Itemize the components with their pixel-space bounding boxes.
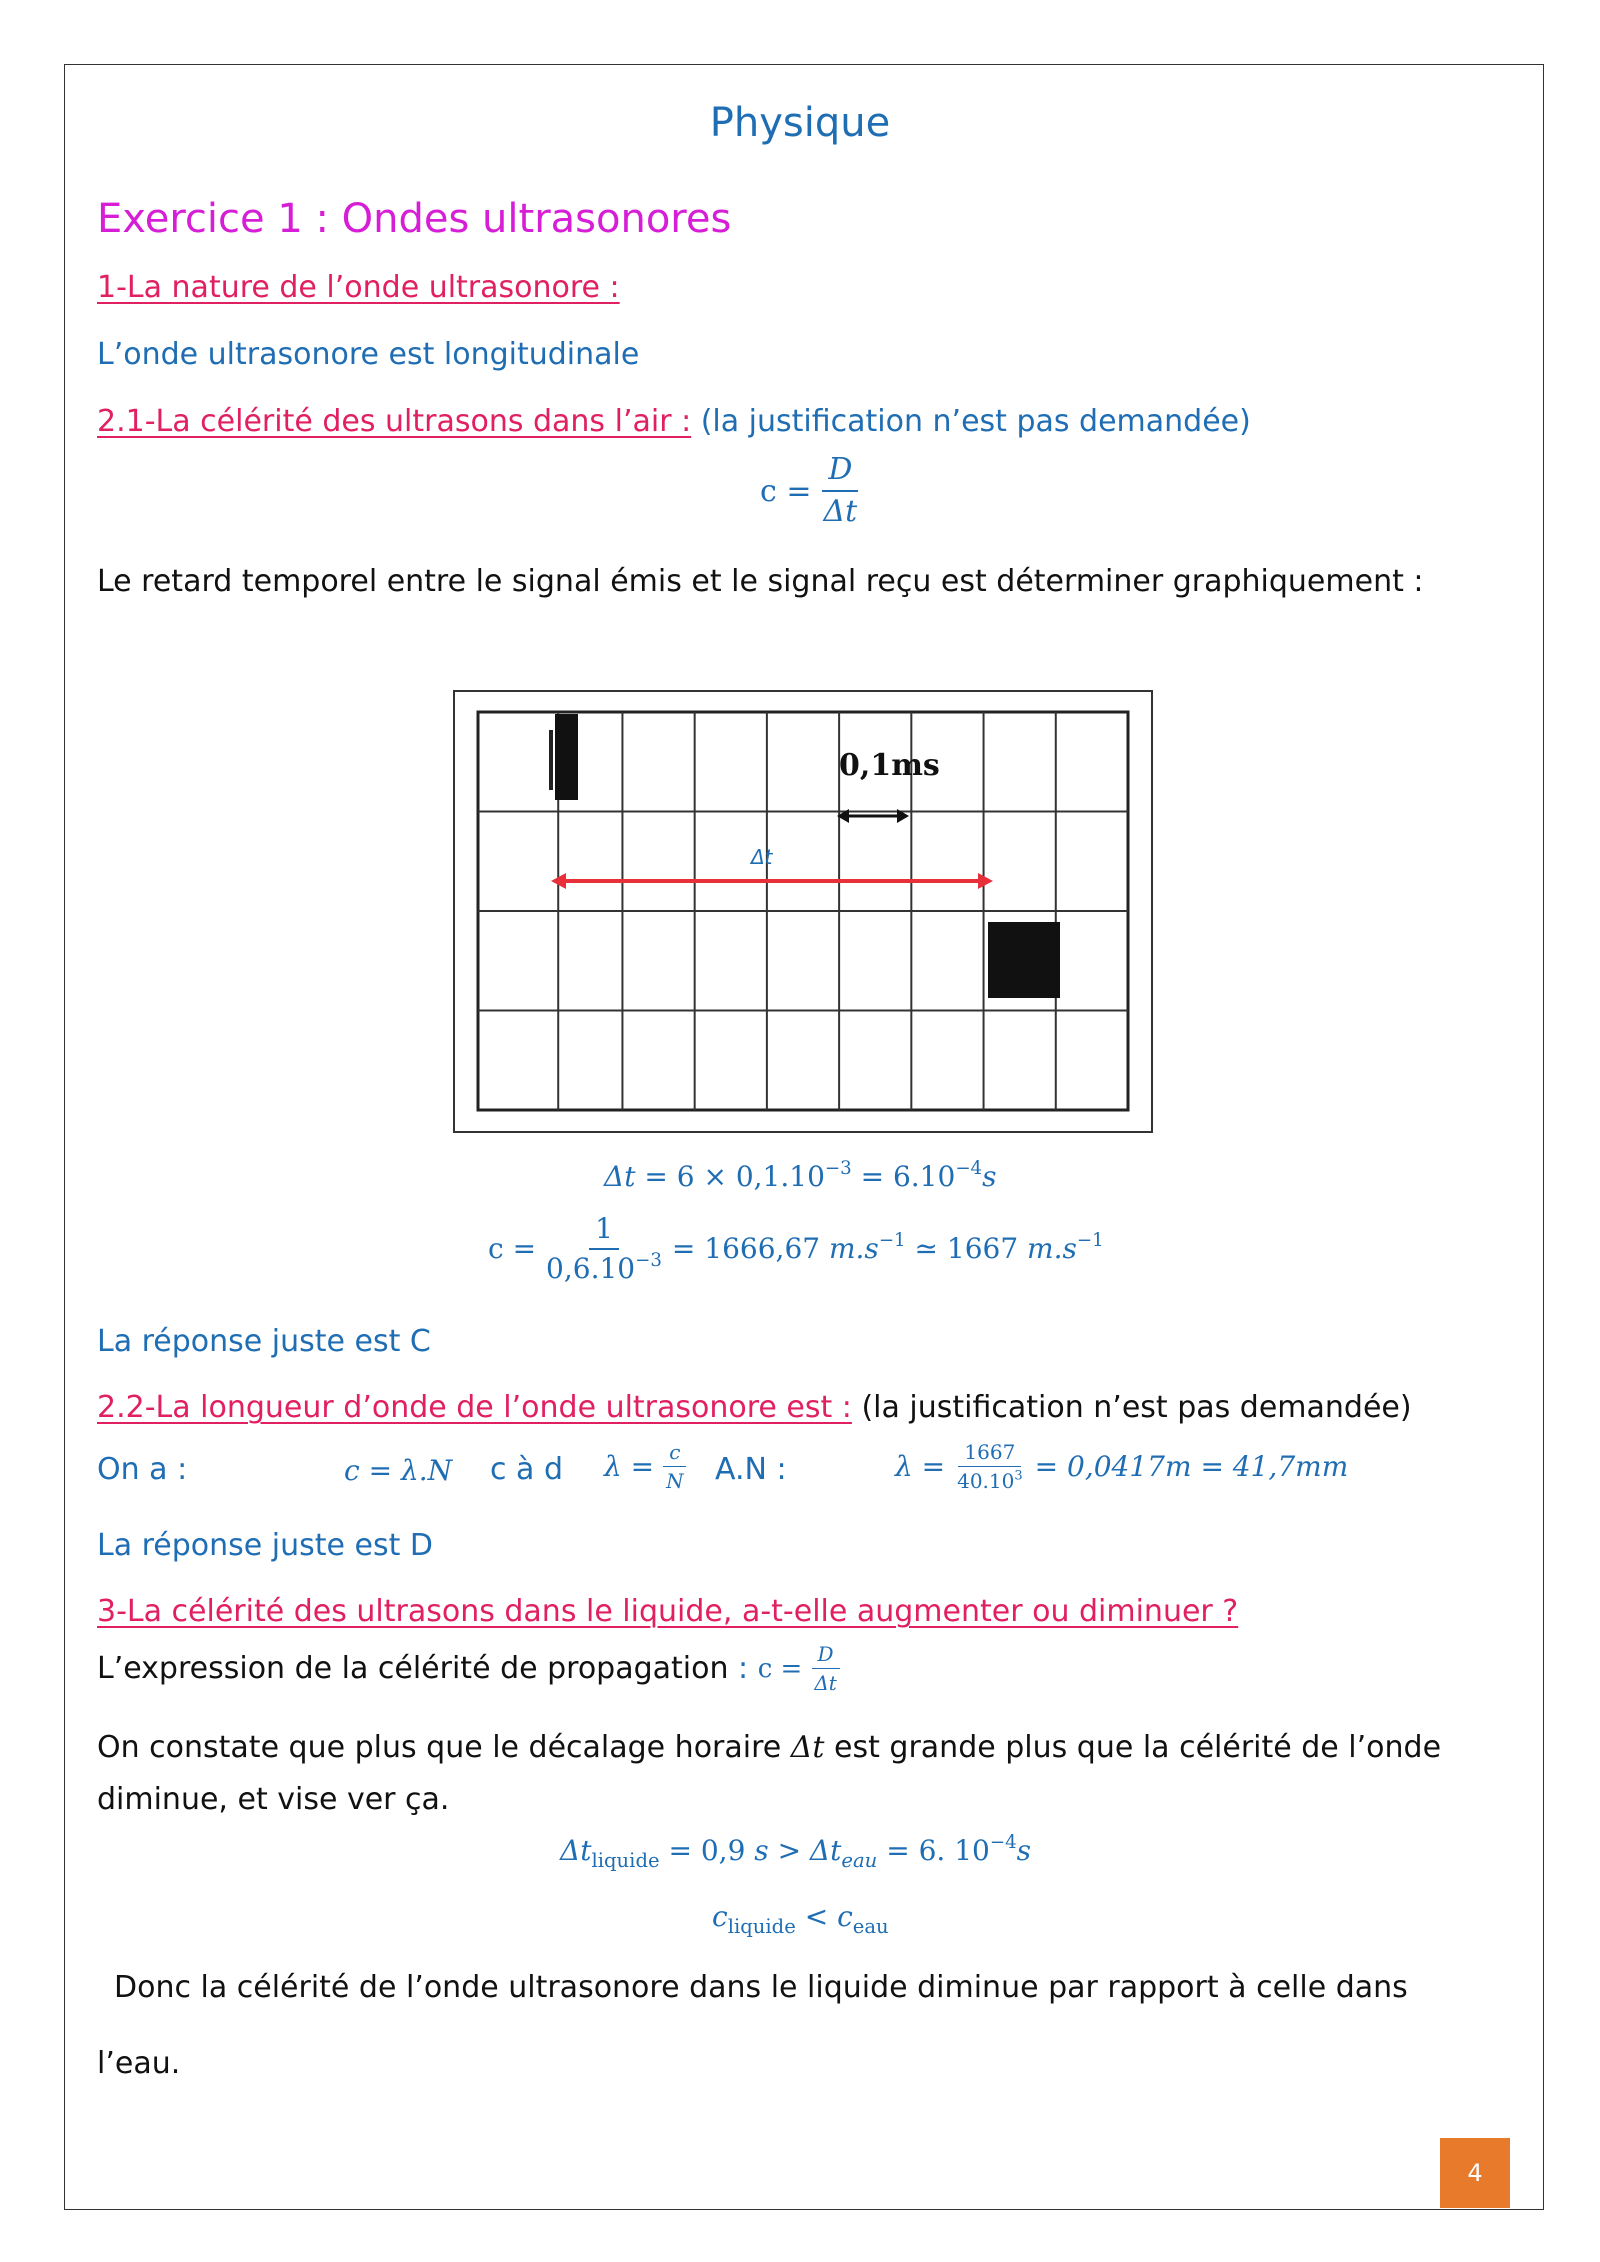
q3-expr-colon: : [728, 1651, 758, 1686]
q3-expr-fraction [808, 1642, 842, 1695]
q3-inequality-2: $c_{liquide} < c_{eau}$ [712, 1900, 889, 1938]
q1-heading: 1-La nature de l’onde ultrasonore : [97, 270, 620, 305]
q3-expr-num: D [812, 1642, 840, 1669]
received-signal [988, 922, 1060, 998]
q22-note: (la justification n’est pas demandée) [861, 1390, 1412, 1425]
an-lhs: λ = [895, 1450, 946, 1483]
q22-heading: 2.2-La longueur d’onde de l’onde ultrasonore est : [97, 1390, 852, 1425]
q3-conclusion-line2: l’eau. [97, 2046, 181, 2081]
delta-t-symbol: Δt [790, 1730, 825, 1765]
q22-on-a: On a : [97, 1452, 188, 1487]
q22-an: A.N : [715, 1452, 787, 1487]
q3-expr-lhs: c = [757, 1653, 803, 1684]
q3-paragraph-line2: diminue, et vise ver ça. [97, 1782, 450, 1817]
eq2-den: $0,6.10^{-3}$ [546, 1249, 662, 1285]
q1-answer: L’onde ultrasonore est longitudinale [97, 337, 640, 372]
eq1-lhs: Δt [604, 1160, 636, 1193]
q21-heading-line [97, 404, 1251, 439]
q3-expression-line [97, 1642, 843, 1695]
q3-heading: 3-La célérité des ultrasons dans le liquide, a-t-elle augmenter ou diminuer ? [97, 1594, 1239, 1629]
delta-t-label: Δt [751, 845, 773, 869]
scale-label: 0,1ms [839, 748, 940, 783]
q21-formula [760, 452, 863, 530]
page-number: 4 [1440, 2138, 1510, 2208]
an-rhs: = 0,0417m = 41,7mm [1034, 1450, 1349, 1483]
eq1-exp2: −4 [955, 1158, 983, 1180]
q21-heading: 2.1-La célérité des ultrasons dans l’air : [97, 404, 692, 439]
q22-answer: La réponse juste est D [97, 1528, 434, 1563]
q22-lambda-formula [604, 1440, 690, 1493]
q3-expr-label: L’expression de la célérité de propagation [97, 1651, 729, 1686]
lambda-lhs: λ = [604, 1450, 655, 1483]
formula-lhs: c = [760, 473, 812, 509]
q22-heading-line [97, 1390, 1412, 1425]
delta-t-equation [604, 1160, 997, 1193]
q3-inequality-1: $\Delta t_{liquide} = 0,9$ $s > \Delta t_{eau} = 6$. $10^{-4}s$ [560, 1832, 1032, 1872]
q3-paragraph-line1: On constate que plus que le décalage horaire Δt est grande plus que la célérité de l’onde [97, 1730, 1442, 1765]
lambda-fraction [660, 1440, 690, 1493]
eq1-mid: = 6 × 0,1.10 [635, 1160, 825, 1193]
page-frame [64, 64, 1544, 2210]
q22-an-formula [895, 1440, 1348, 1493]
q21-note: (la justification n’est pas demandée) [700, 404, 1251, 439]
an-num: 1667 [958, 1440, 1021, 1467]
eq2-fraction [540, 1212, 668, 1285]
lambda-den: N [666, 1469, 684, 1493]
eq1-exp1: −3 [824, 1158, 852, 1180]
q22-relation: c = λ.N [344, 1454, 453, 1487]
celerity-equation [488, 1212, 1104, 1285]
an-fraction [951, 1440, 1029, 1493]
eq1-mid2: = 6.10 [851, 1160, 956, 1193]
exercise-title: Exercice 1 : Ondes ultrasonores [97, 196, 732, 242]
eq1-unit: s [982, 1160, 997, 1193]
eq2-lhs: c = [488, 1232, 537, 1266]
formula-fraction [817, 452, 863, 530]
an-den: 40.10$^3$ [957, 1468, 1023, 1493]
lambda-num: c [663, 1440, 686, 1467]
q21-answer: La réponse juste est C [97, 1324, 431, 1359]
q3-expr-den: Δt [814, 1671, 837, 1695]
eq2-num: 1 [589, 1212, 619, 1250]
formula-den: Δt [823, 494, 858, 529]
q21-text: Le retard temporel entre le signal émis et le signal reçu est déterminer graphiquement : [97, 564, 1424, 599]
eq2-rhs: = 1666,67 $m.s^{-1}$ ≃ 1667 $m.s^{-1}$ [671, 1230, 1104, 1266]
q22-cad: c à d [490, 1452, 563, 1487]
formula-num: D [822, 452, 858, 492]
q3-conclusion-line1: Donc la célérité de l’onde ultrasonore dans le liquide diminue par rapport à celle dans [114, 1970, 1408, 2005]
page-title: Physique [709, 100, 891, 146]
oscilloscope-figure [453, 690, 1153, 1133]
